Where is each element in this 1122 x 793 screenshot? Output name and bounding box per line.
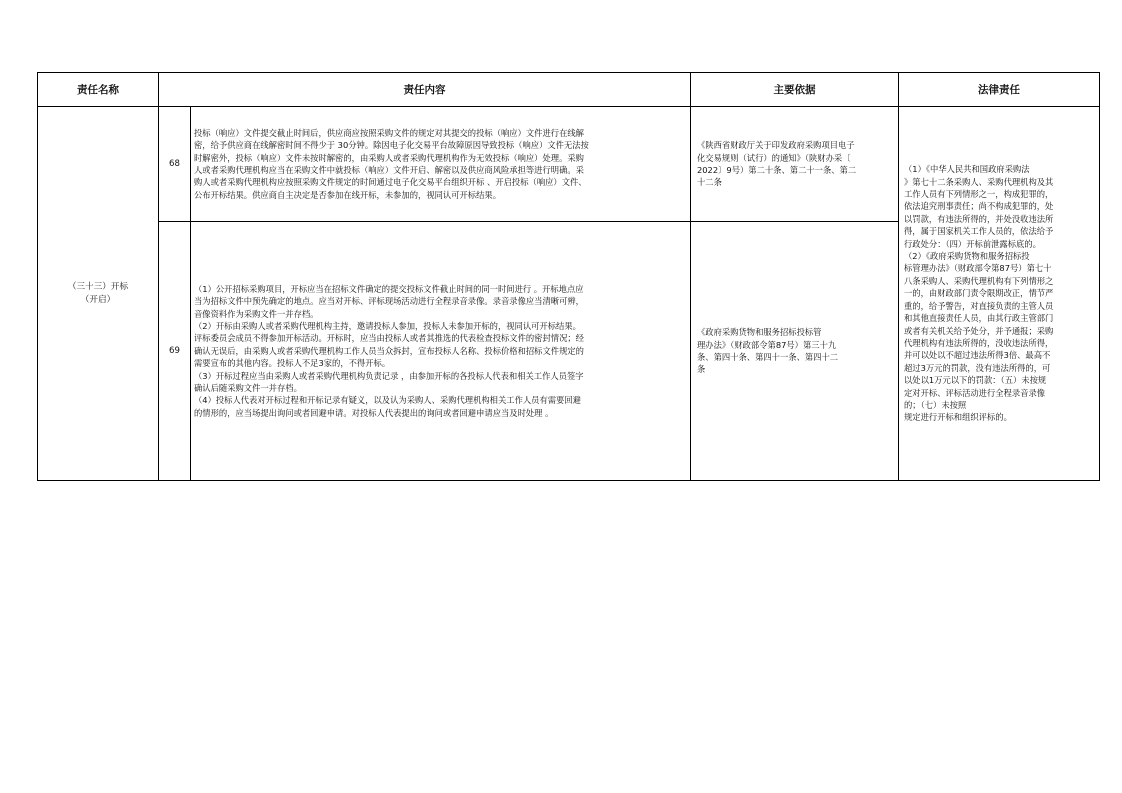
content-line: （1）公开招标采购项目，开标应当在招标文件确定的提交投标文件截止时间的同一时间进行 。开标地点应: [194, 283, 584, 294]
legal-line: 的；（七）未按照: [904, 399, 967, 410]
content-line: 时解密外，投标（响应）文件未按时解密的，由采购人或者采购代理机构作为无效投标（响应）处理。采购: [194, 152, 584, 163]
header-responsibility-content: 责任内容: [159, 73, 691, 107]
basis-line: 化交易规则（试行）的通知》（陕财办采〔: [697, 152, 851, 163]
header-main-basis: 主要依据: [691, 73, 899, 107]
legal-line: 得，属于国家机关工作人员的，依法给予: [904, 226, 1054, 237]
legal-line: 重的，给予警告，对直接负责的主管人员: [904, 300, 1054, 311]
main-basis-cell: [691, 107, 899, 222]
content-line: 确认无误后，由采购人或者采购代理机构工作人员当众拆封，宣布投标人名称、投标价格和招标文件规定的: [194, 345, 584, 356]
basis-line: 条、第四十条、第四十一条、第四十二: [697, 352, 839, 362]
content-line: 评标委员会成员不得参加开标活动。开标时，应当由投标人或者其推选的代表检查投标文件的密封情况；经: [194, 333, 584, 344]
basis-line: 《陕西省财政厅关于印发政府采购项目电子: [697, 140, 855, 151]
legal-line: 一的，由财政部门责令限期改正，情节严: [904, 288, 1054, 299]
responsibility-name-cell: [38, 107, 159, 481]
basis-line: 《政府采购货物和服务招标投标管: [697, 327, 822, 338]
basis-line: 理办法》（财政部令第87号）第三十九: [697, 339, 837, 350]
responsibility-name-line: （开启）: [80, 294, 116, 305]
legal-line: 超过3万元的罚款，没有违法所得的，可: [904, 362, 1051, 373]
legal-line: 标管理办法》（财政部令第87号）第七十: [904, 263, 1052, 274]
legal-line: 以罚款，有违法所得的，并处没收违法所: [904, 213, 1054, 224]
basis-line: 2022〕9号）第二十条、第二十一条、第二: [697, 165, 857, 175]
legal-liability-cell: [899, 107, 1100, 481]
header-row: [38, 73, 1100, 107]
main-basis-cell: [691, 222, 899, 481]
content-line: 音像资料作为采购文件一并存档。: [194, 308, 319, 319]
legal-line: 规定进行开标和组织评标的。: [904, 412, 1012, 423]
legal-line: （2）《政府采购货物和服务招标投: [904, 251, 1030, 262]
content-line: 当为招标文件中预先确定的地点。应当对开标、评标现场活动进行全程录音录像。录音录像应当清晰可辨，: [194, 296, 584, 307]
item-number: 68: [159, 107, 191, 222]
content-line: （3）开标过程应当由采购人或者采购代理机构负责记录 ，由参加开标的各投标人代表和相关工作人员签字: [194, 370, 584, 381]
legal-line: 以处以1万元以下的罚款：（五）未按规: [904, 375, 1047, 386]
responsibility-content-cell: [191, 222, 691, 481]
table-row: [38, 107, 1100, 222]
header-legal-liability: 法律责任: [899, 73, 1100, 107]
content-line: 的情形的，应当场提出询问或者回避申请。对投标人代表提出的询问或者回避申请应当及时处理 。: [194, 407, 554, 418]
content-line: 投标（响应）文件提交截止时间后，供应商应按照采购文件的规定对其提交的投标（响应）文件进行在线解: [194, 127, 584, 138]
legal-line: 并可以处以不超过违法所得3倍、最高不: [904, 350, 1051, 361]
legal-line: 或者有关机关给予处分，并予通报；采购: [904, 325, 1054, 336]
header-responsibility-name: 责任名称: [38, 73, 159, 107]
legal-line: 和其他直接责任人员，由其行政主管部门: [904, 313, 1054, 324]
legal-line: 行政处分：（四）开标前泄露标底的。: [904, 238, 1041, 249]
responsibility-content-cell: [191, 107, 691, 222]
content-line: 购人或者采购代理机构应按照采购文件规定的时间通过电子化交易平台组织开标 、开启投标（响应）文件、: [194, 177, 587, 188]
content-line: （4）投标人代表对开标过程和开标记录有疑义，以及认为采购人、采购代理机构相关工作人员有需要回避: [194, 395, 581, 406]
legal-line: （1）《中华人民共和国政府采购法: [904, 164, 1030, 175]
content-line: （2）开标由采购人或者采购代理机构主持，邀请投标人参加，投标人未参加开标的，视同认可开标结果。: [194, 320, 581, 331]
item-number: 69: [159, 222, 191, 481]
content-line: 密，给予供应商在线解密时间不得少于 30分钟。除因电子化交易平台故障原因导致投标（响应）文件无法按: [194, 140, 589, 151]
basis-line: 十二条: [697, 177, 722, 188]
legal-line: 八条采购人、采购代理机构有下列情形之: [904, 275, 1054, 286]
legal-line: 》第七十二条采购人、采购代理机构及其: [904, 176, 1054, 187]
legal-line: 工作人员有下列情形之一，构成犯罪的，: [904, 189, 1054, 200]
legal-line: 代理机构有违法所得的，没收违法所得，: [904, 337, 1054, 348]
basis-line: 条: [697, 364, 706, 375]
responsibility-table: [37, 72, 1100, 481]
legal-line: 依法追究刑事责任；尚不构成犯罪的，处: [904, 201, 1054, 212]
content-line: 人或者采购代理机构应当在采购文件中就投标（响应）文件开启、解密以及供应商风险承担等进行明确。采: [194, 165, 584, 175]
responsibility-name-line: （三十三）开标: [67, 281, 129, 292]
content-line: 公布开标结果。供应商自主决定是否参加在线开标，未参加的，视同认可开标结果。: [194, 189, 501, 200]
content-line: 需要宣布的其他内容。投标人不足3家的，不得开标。: [194, 358, 391, 369]
legal-line: 定对开标、评标活动进行全程录音录像: [904, 387, 1046, 398]
content-line: 确认后随采购文件一并存档。: [194, 383, 302, 394]
